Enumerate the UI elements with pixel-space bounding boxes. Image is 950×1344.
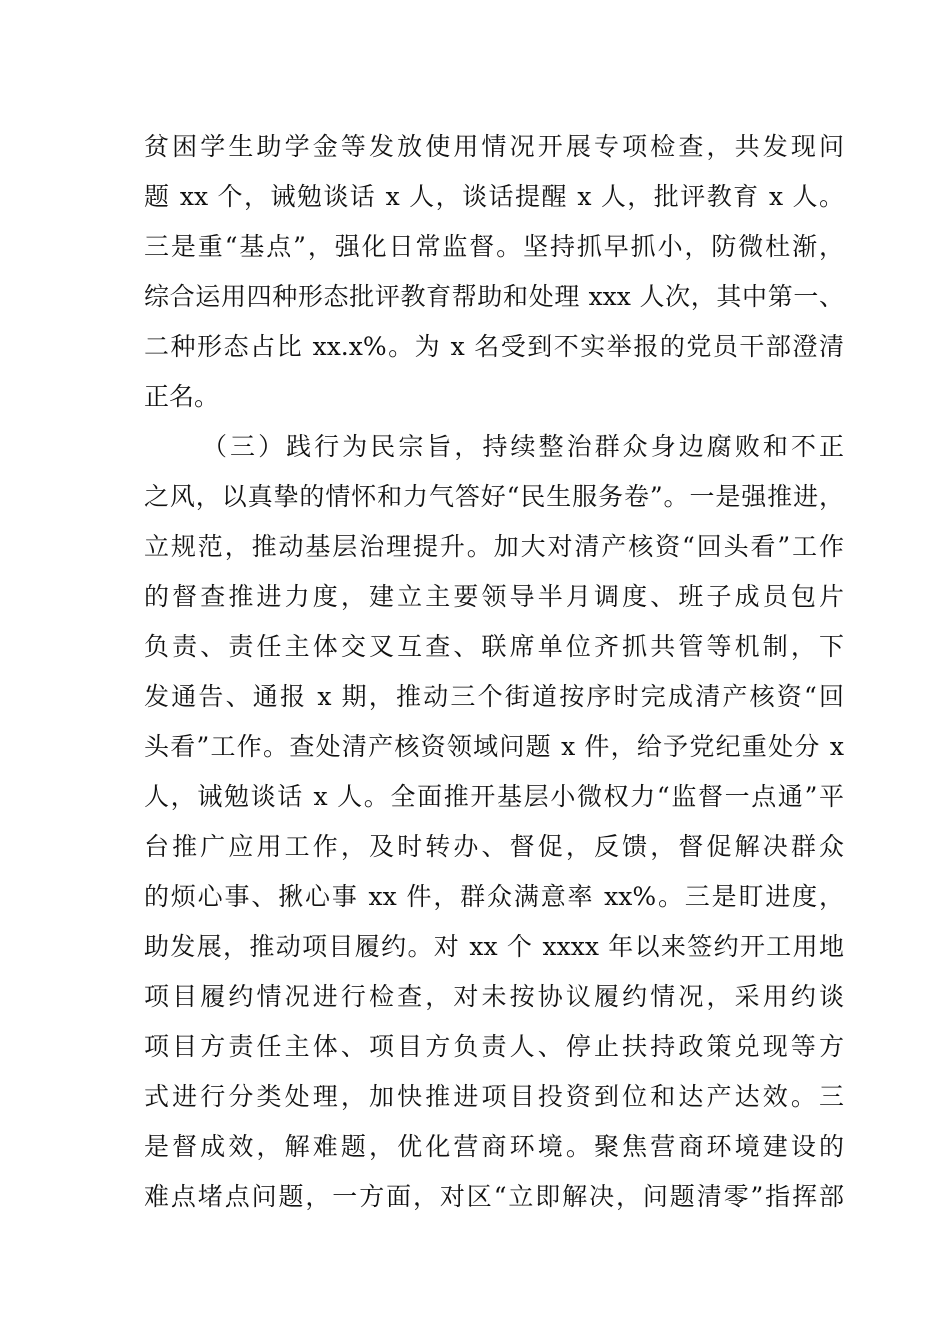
text-line: 综合运用四种形态批评教育帮助和处理 xxx 人次，其中第一、 bbox=[144, 282, 844, 311]
text-line: 立规范，推动基层治理提升。加大对清产核资“回头看”工作 bbox=[144, 532, 844, 561]
text-line: 项目方责任主体、项目方负责人、停止扶持政策兑现等方 bbox=[144, 1032, 844, 1061]
section-heading-line: （三）践行为民宗旨，持续整治群众身边腐败和不正 bbox=[202, 432, 844, 461]
text-line: 三是重“基点”，强化日常监督。坚持抓早抓小，防微杜渐， bbox=[144, 232, 844, 261]
text-line: 的督查推进力度，建立主要领导半月调度、班子成员包片 bbox=[144, 582, 844, 611]
text-line: 的烦心事、揪心事 xx 件，群众满意率 xx%。三是盯进度， bbox=[144, 882, 844, 911]
text-line: 之风，以真挚的情怀和力气答好“民生服务卷”。一是强推进， bbox=[144, 482, 844, 511]
text-line: 式进行分类处理，加快推进项目投资到位和达产达效。三 bbox=[144, 1082, 844, 1111]
text-line: 负责、责任主体交叉互查、联席单位齐抓共管等机制，下 bbox=[144, 632, 844, 661]
text-line: 二种形态占比 xx.x%。为 x 名受到不实举报的党员干部澄清 bbox=[144, 332, 844, 361]
body-text bbox=[144, 122, 844, 1222]
text-line: 人，诫勉谈话 x 人。全面推开基层小微权力“监督一点通”平 bbox=[144, 782, 844, 811]
text-line: 题 xx 个，诫勉谈话 x 人，谈话提醒 x 人，批评教育 x 人。 bbox=[144, 182, 844, 211]
text-line: 项目履约情况进行检查，对未按协议履约情况，采用约谈 bbox=[144, 982, 844, 1011]
text-line: 正名。 bbox=[144, 382, 220, 411]
text-line: 台推广应用工作，及时转办、督促，反馈，督促解决群众 bbox=[144, 832, 844, 861]
text-line: 是督成效，解难题，优化营商环境。聚焦营商环境建设的 bbox=[144, 1132, 844, 1161]
text-line: 头看”工作。查处清产核资领域问题 x 件，给予党纪重处分 x bbox=[144, 732, 844, 761]
text-line: 助发展，推动项目履约。对 xx 个 xxxx 年以来签约开工用地 bbox=[144, 932, 844, 961]
text-line: 难点堵点问题，一方面，对区“立即解决，问题清零”指挥部 bbox=[144, 1182, 844, 1211]
text-line: 贫困学生助学金等发放使用情况开展专项检查，共发现问 bbox=[144, 132, 844, 161]
text-line: 发通告、通报 x 期，推动三个街道按序时完成清产核资“回 bbox=[144, 682, 844, 711]
